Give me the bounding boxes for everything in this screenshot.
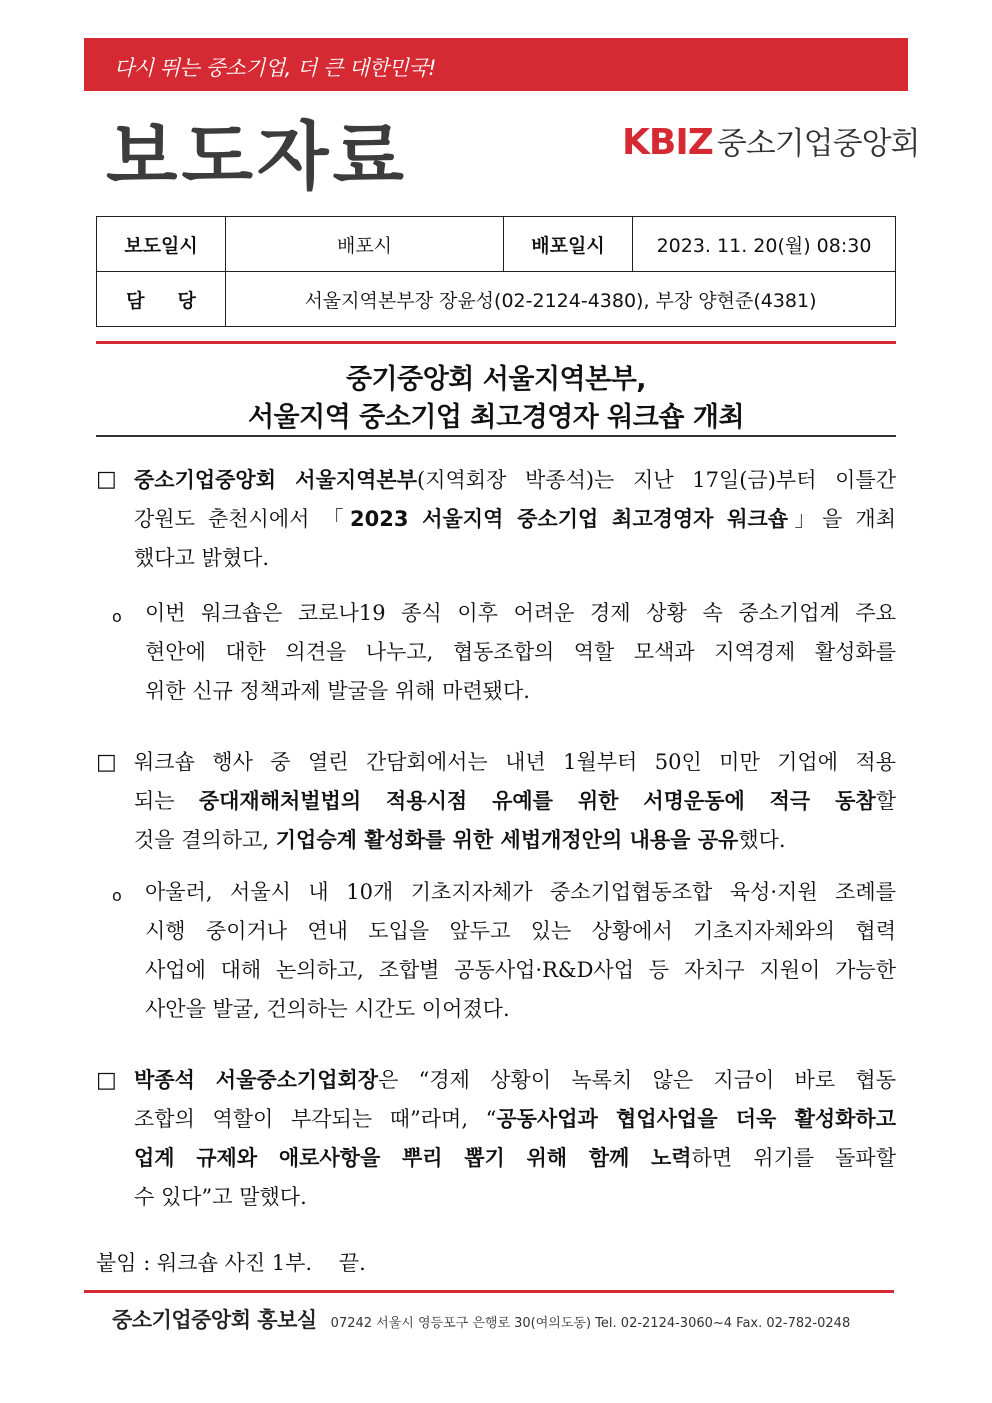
release-date-value: 배포시	[226, 217, 504, 272]
square-bullet: □	[96, 467, 117, 492]
footer-org: 중소기업중앙회 홍보실	[112, 1308, 317, 1332]
paragraph-2-sub: 아울러, 서울시 내 10개 기초지자체가 중소기업협동조합 육성·지원 조례를 시행 중이거나 연내 도입을 앞두고 있는 상황에서 기초지자체와의 협력 사업에 대해 논의하고, 조합별 공동사업·R&D사업 등 자치구 지원이 가능한 사안을 발굴, 건의하는 시간도 이어졌다.	[145, 880, 896, 1021]
footer	[112, 1304, 850, 1334]
slogan-text: 다시 뛰는 중소기업, 더 큰 대한민국!	[114, 56, 436, 80]
logo-org-name: 중소기업중앙회	[716, 126, 920, 162]
paragraph-3: 박종석 서울중소기업회장은 “경제 상황이 녹록치 않은 지금이 바로 협동 조합의 역할이 부각되는 때”라며, “공동사업과 협업사업을 더욱 활성화하고 업계 규제와 애로사항을 뿌리 뽑기 위해 함께 노력하면 위기를 돌파할 수 있다”고 말했다.	[134, 1068, 896, 1209]
headline-line-1: 중기중앙회 서울지역본부,	[345, 364, 647, 395]
document-type-title: 보도자료	[106, 114, 408, 200]
headline-top-rule	[96, 341, 896, 344]
paragraph-2: 워크숍 행사 중 열린 간담회에서는 내년 1월부터 50인 미만 기업에 적용 되는 중대재해처벌법의 적용시점 유예를 위한 서명운동에 적극 동참할 것을 결의하고, 기업승계 활성화를 위한 세법개정안의 내용을 공유했다.	[134, 750, 896, 852]
footer-rule	[84, 1290, 894, 1293]
footer-address: 07242 서울시 영등포구 은행로 30(여의도동) Tel. 02-2124-3060~4 Fax. 02-782-0248	[330, 1316, 851, 1331]
distribute-date-value: 2023. 11. 20(월) 08:30	[633, 217, 896, 272]
paragraph-1: 중소기업중앙회 서울지역본부(지역회장 박종석)는 지난 17일(금)부터 이틀간 강원도 춘천시에서 「2023 서울지역 중소기업 최고경영자 워크숍」을 개최 했다고 밝혔다.	[134, 468, 896, 570]
square-bullet: □	[96, 1068, 117, 1093]
headline-bottom-rule	[96, 435, 896, 437]
circle-bullet: o	[112, 607, 122, 626]
headline-line-2: 서울지역 중소기업 최고경영자 워크숍 개최	[247, 402, 745, 433]
circle-bullet: o	[112, 886, 122, 905]
kbiz-logo	[622, 118, 919, 163]
contact-label: 담 당	[97, 272, 226, 327]
square-bullet: □	[96, 750, 117, 775]
contact-value: 서울지역본부장 장윤성(02-2124-4380), 부장 양현준(4381)	[226, 272, 896, 327]
distribute-date-label: 배포일시	[504, 217, 633, 272]
paragraph-1-sub: 이번 워크숍은 코로나19 종식 이후 어려운 경제 상황 속 중소기업계 주요 현안에 대한 의견을 나누고, 협동조합의 역할 모색과 지역경제 활성화를 위한 신규 정책과제 발굴을 위해 마련됐다.	[145, 601, 896, 703]
attachment-note: 붙임 : 워크숍 사진 1부. 끝.	[96, 1251, 366, 1275]
release-date-label: 보도일시	[97, 217, 226, 272]
logo-mark: KBIZ	[622, 122, 713, 163]
release-info-table	[96, 216, 896, 327]
slogan-banner	[84, 38, 908, 91]
